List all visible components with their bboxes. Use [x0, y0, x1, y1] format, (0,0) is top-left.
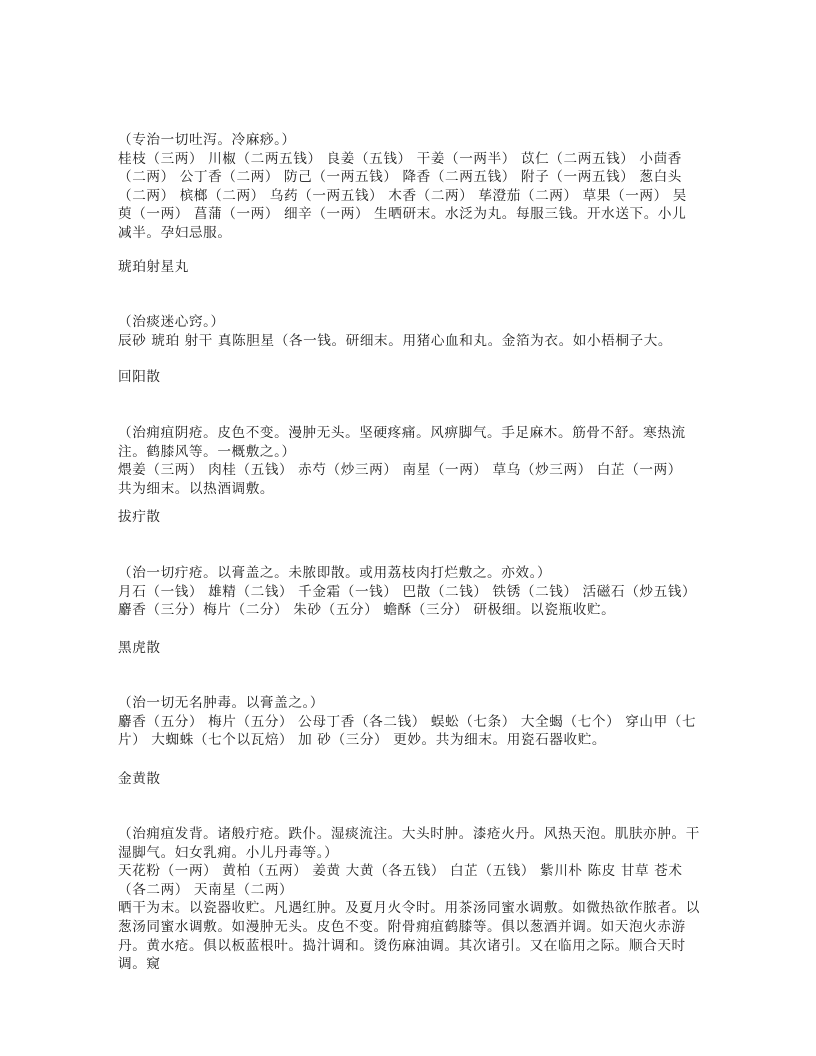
section-indication: （治痰迷心窍。）	[118, 314, 225, 330]
section-title-hupo-shexing-wan: 琥珀射星丸	[118, 259, 189, 275]
section-block-heihu-san	[118, 694, 700, 750]
section-block-jinhuang-san	[118, 825, 700, 974]
section-block-huiyang-san	[118, 424, 700, 498]
section-formula: 天花粉（一两） 黄柏（五两） 姜黄 大黄（各五钱） 白芷（五钱） 紫川朴 陈皮 甘草 苍术（各二两） 天南星（二两）	[118, 863, 683, 898]
intro-indication: （专治一切吐泻。冷麻痧。）	[118, 132, 296, 148]
section-formula: 煨姜（三两） 肉桂（五钱） 赤芍（炒三两） 南星（一两） 草乌（炒三两） 白芷（一两） 共为细末。以热酒调敷。	[118, 462, 682, 497]
intro-block	[118, 131, 700, 243]
section-formula: 辰砂 琥珀 射干 真陈胆星（各一钱。研细末。用猪心血和丸。金箔为衣。如小梧桐子大。	[118, 332, 673, 349]
section-title-jinhuang-san: 金黄散	[118, 771, 161, 787]
section-title-heihu-san: 黑虎散	[118, 640, 161, 656]
section-indication: （治痈疽阴疮。皮色不变。漫肿无头。坚硬疼痛。风痹脚气。手足麻木。筋骨不舒。寒热流注。鹤膝风等。一概敷之。）	[118, 425, 686, 460]
section-block-hupo-shexing-wan	[118, 313, 700, 350]
section-indication: （治痈疽发背。诸般疔疮。跌仆。湿痰流注。大头时肿。漆疮火丹。风热天泡。肌肤亦肿。干湿脚气。妇女乳痈。小儿丹毒等。）	[118, 826, 700, 861]
section-block-bading-san	[118, 564, 700, 620]
section-title-huiyang-san: 回阳散	[118, 369, 161, 385]
intro-formula: 桂枝（三两） 川椒（二两五钱） 良姜（五钱） 干姜（一两半） 苡仁（二两五钱） 小茴香（二两） 公丁香（二两） 防己（一两五钱） 降香（二两五钱） 附子（一两五钱） 葱白头（二两） 槟榔（二两） 乌药（一两五钱） 木香（二两） 荜澄茄（二两） 草果（一两） 吴萸（一两） 菖蒲（一两） 细辛（一两） 生晒研末。水泛为丸。每服三钱。开水送下。小儿减半。孕妇忌服。	[118, 150, 687, 241]
section-formula: 麝香（五分） 梅片（五分） 公母丁香（各二钱） 蜈蚣（七条） 大全蝎（七个） 穿山甲（七片） 大蜘蛛（七个以瓦焙） 加 砂（三分） 更妙。共为细末。用瓷石器收贮。	[118, 713, 697, 749]
section-title-bading-san: 拔疔散	[118, 509, 161, 525]
section-indication: （治一切无名肿毒。以膏盖之。）	[118, 695, 325, 711]
section-formula: 月石（一钱） 雄精（二钱） 千金霜（一钱） 巴散（二钱） 铁锈（二钱） 活磁石（炒五钱） 麝香（三分）梅片（二分） 朱砂（五分） 蟾酥（三分） 研极细。以瓷瓶收贮。	[118, 583, 697, 619]
section-notes: 晒干为末。以瓷器收贮。凡遇红肿。及夏月火令时。用茶汤同蜜水调敷。如微热欲作脓者。以葱汤同蜜水调敷。如漫肿无头。皮色不变。附骨痈疽鹤膝等。俱以葱酒并调。如天泡火赤游丹。黄水疮。俱以板蓝根叶。捣汁调和。烫伤麻油调。其次诸引。又在临用之际。顺合天时调。窥	[118, 900, 700, 973]
section-indication: （治一切疔疮。以膏盖之。未脓即散。或用荔枝肉打烂敷之。亦效。）	[118, 565, 552, 581]
